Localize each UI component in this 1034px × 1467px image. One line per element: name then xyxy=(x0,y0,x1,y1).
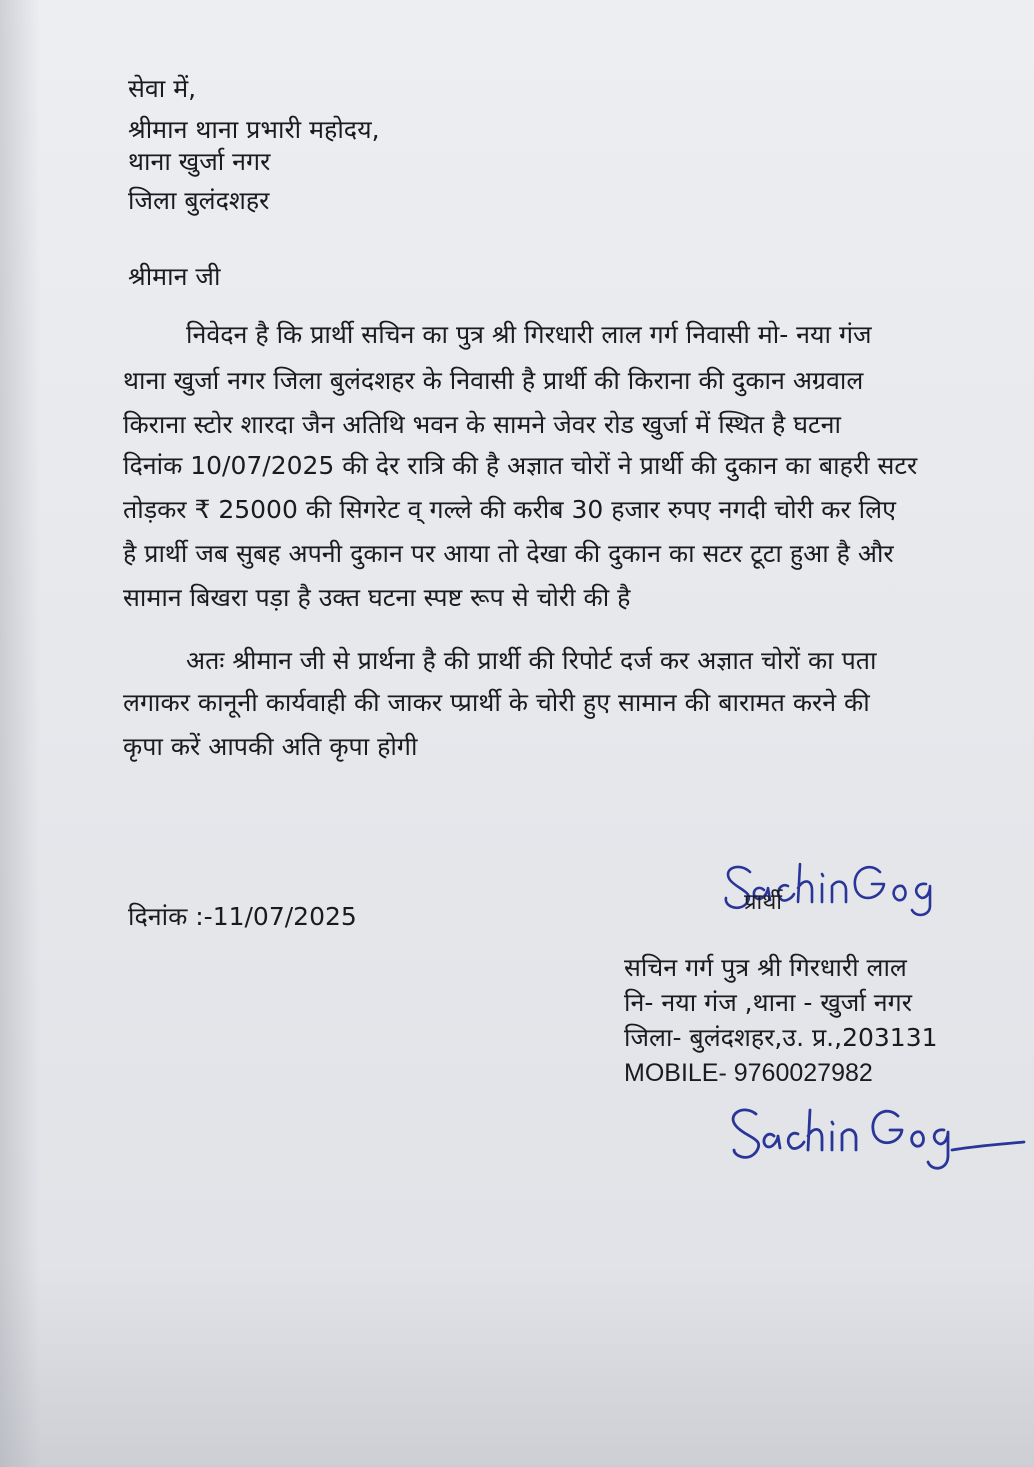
body-line: निवेदन है कि प्रार्थी सचिन का पुत्र श्री गिरधारी लाल गर्ग निवासी मो- नया गंज xyxy=(186,320,872,349)
body-line: किराना स्टोर शारदा जैन अतिथि भवन के सामने जेवर रोड खुर्जा में स्थित है घटना xyxy=(123,410,842,439)
signature-mark xyxy=(726,1100,1026,1180)
body-line: सामान बिखरा पड़ा है उक्त घटना स्पष्ट रूप से चोरी की है xyxy=(123,583,631,612)
address-line: सेवा में, xyxy=(128,74,197,103)
address-line: थाना खुर्जा नगर xyxy=(128,147,271,176)
applicant-label: प्रार्थी xyxy=(744,890,782,915)
body-line: दिनांक 10/07/2025 की देर रात्रि की है अज्ञात चोरों ने प्रार्थी की दुकान का बाहरी सटर xyxy=(123,451,918,480)
sender-line: जिला- बुलंदशहर,उ. प्र.,203131 xyxy=(624,1023,938,1052)
page-shadow xyxy=(0,0,40,1467)
salutation: श्रीमान जी xyxy=(128,262,221,291)
sender-line: नि- नया गंज ,थाना - खुर्जा नगर xyxy=(624,988,912,1017)
body-line: कृपा करें आपकी अति कृपा होगी xyxy=(123,732,418,761)
body-line: थाना खुर्जा नगर जिला बुलंदशहर के निवासी है प्रार्थी की किराना की दुकान अग्रवाल xyxy=(123,366,864,395)
sender-mobile: MOBILE- 9760027982 xyxy=(624,1059,873,1087)
body-line: लगाकर कानूनी कार्यवाही की जाकर प्प्रार्थी के चोरी हुए सामान की बारामत करने की xyxy=(123,688,870,717)
body-line: है प्रार्थी जब सुबह अपनी दुकान पर आया तो देखा की दुकान का सटर टूटा हुआ है और xyxy=(123,539,894,568)
body-line: तोड़कर ₹ 25000 की सिगरेट व् गल्ले की करीब 30 हजार रुपए नगदी चोरी कर लिए xyxy=(123,495,896,524)
sender-line: सचिन गर्ग पुत्र श्री गिरधारी लाल xyxy=(624,953,907,982)
address-line: जिला बुलंदशहर xyxy=(128,186,270,215)
page-shadow-bottom xyxy=(0,1267,1034,1467)
body-line: अतः श्रीमान जी से प्रार्थना है की प्रार्थी की रिपोर्ट दर्ज कर अज्ञात चोरों का पता xyxy=(186,646,877,675)
address-line: श्रीमान थाना प्रभारी महोदय, xyxy=(128,115,380,144)
date-line: दिनांक :-11/07/2025 xyxy=(128,902,357,931)
